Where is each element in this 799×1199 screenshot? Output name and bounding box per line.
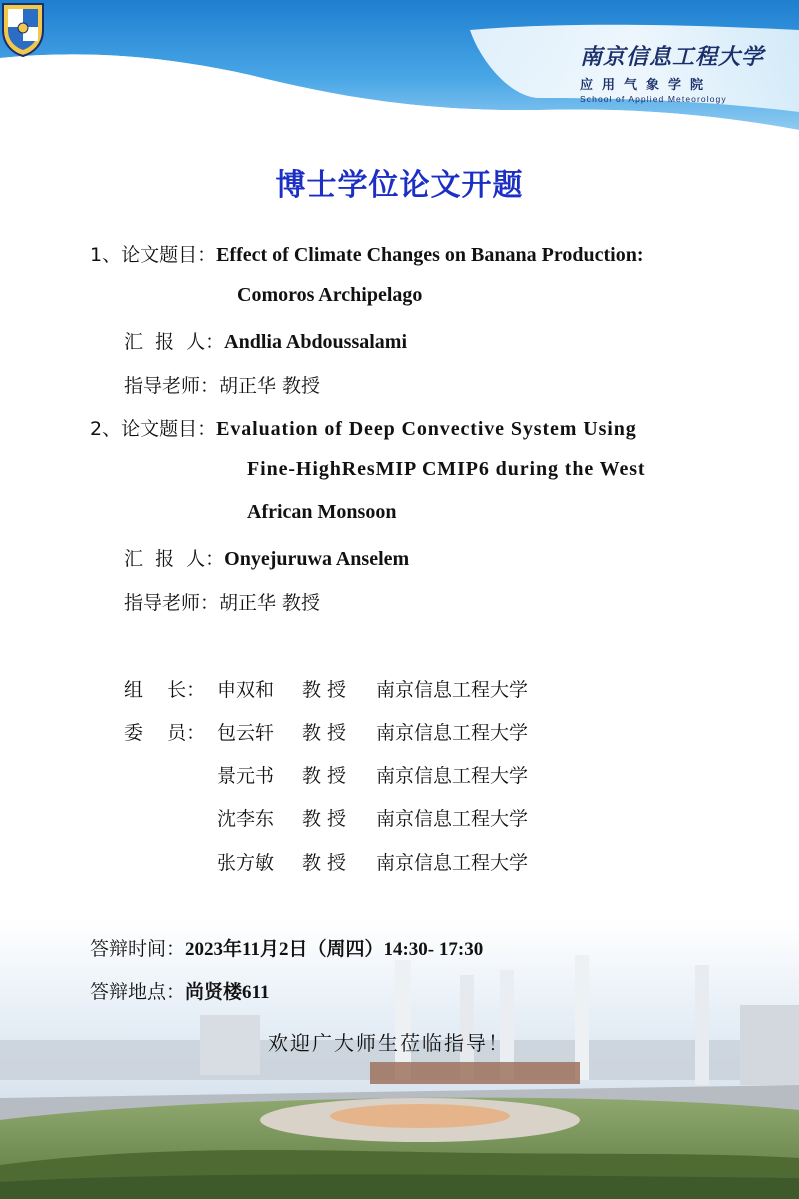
defense-time-row [90, 934, 483, 961]
thesis-2-title-row3 [247, 501, 396, 524]
defense-place-row [90, 977, 269, 1004]
committee-row [124, 804, 584, 830]
thesis-1-advisor: 胡正华 教授 [219, 375, 321, 397]
thesis-2-reporter-row [124, 544, 409, 571]
thesis-2-number-label: 2、论文题目： [90, 418, 217, 440]
committee-member-org: 南京信息工程大学 [376, 679, 529, 701]
thesis-2-reporter-label: 汇 报 人： [124, 548, 225, 570]
defense-place-value: 尚贤楼611 [185, 982, 270, 1003]
thesis-1-reporter-row [124, 327, 407, 354]
school-name-cn: 南京信息工程大学 [580, 44, 765, 70]
thesis-2-title-row [90, 414, 637, 441]
committee-member-org: 南京信息工程大学 [376, 765, 529, 787]
committee-member-rank: 教 授 [302, 852, 347, 874]
defense-place-label: 答辩地点： [90, 981, 186, 1003]
defense-time-label: 答辩时间： [90, 938, 186, 960]
committee-member-org: 南京信息工程大学 [376, 722, 529, 744]
committee-row [124, 848, 584, 874]
thesis-2-advisor: 胡正华 教授 [219, 592, 321, 614]
committee-member-rank: 教 授 [302, 765, 347, 787]
school-dept-cn: 应用气象学院 [580, 78, 713, 93]
committee-member-name: 申双和 [217, 679, 275, 701]
welcome-message: 欢迎广大师生莅临指导！ [268, 1031, 510, 1055]
committee-chair-label: 组 长： [124, 679, 206, 701]
committee-member-rank: 教 授 [302, 679, 347, 701]
thesis-2-reporter: Onyejuruwa Anselem [224, 548, 410, 570]
thesis-1-advisor-label: 指导老师： [124, 375, 220, 397]
committee-member-name: 包云轩 [217, 722, 275, 744]
thesis-2-title-line2: Fine-HighResMIP CMIP6 during the West [247, 458, 646, 480]
thesis-1-title-row [90, 240, 644, 267]
thesis-1-advisor-row [124, 371, 320, 398]
committee-member-rank: 教 授 [302, 722, 347, 744]
committee-row [124, 761, 584, 787]
committee-row [124, 718, 584, 744]
thesis-1-number-label: 1、论文题目： [90, 244, 217, 266]
committee-member-rank: 教 授 [302, 808, 347, 830]
thesis-1-title-line2: Comoros Archipelago [237, 284, 423, 306]
page-title: 博士学位论文开题 [275, 168, 524, 203]
committee-member-name: 景元书 [217, 765, 275, 787]
committee-member-org: 南京信息工程大学 [376, 852, 529, 874]
committee-member-name: 沈李东 [217, 808, 275, 830]
school-name-block [580, 40, 780, 104]
thesis-2-title-row2 [247, 458, 646, 481]
committee-member-name: 张方敏 [217, 852, 275, 874]
thesis-1-reporter: Andlia Abdoussalami [224, 331, 408, 353]
thesis-1-reporter-label: 汇 报 人： [124, 331, 225, 353]
thesis-2-title-line3: African Monsoon [247, 501, 397, 523]
defense-time-value: 2023年11月2日（周四）14:30- 17:30 [185, 939, 484, 960]
thesis-1-title-row2 [237, 284, 422, 307]
committee-row [124, 675, 584, 701]
committee-member-org: 南京信息工程大学 [376, 808, 529, 830]
campus-photo [0, 920, 799, 1199]
thesis-2-title-line1: Evaluation of Deep Convective System Using [216, 418, 637, 440]
committee-member-label: 委 员： [124, 722, 206, 744]
school-name-en: School of Applied Meteorology [580, 94, 727, 104]
thesis-2-advisor-label: 指导老师： [124, 592, 220, 614]
university-crest-icon [0, 0, 46, 58]
thesis-1-title-line1: Effect of Climate Changes on Banana Production: [216, 244, 644, 266]
header-banner [0, 0, 799, 160]
campus-scene-graphic [0, 920, 799, 1199]
thesis-2-advisor-row [124, 588, 320, 615]
